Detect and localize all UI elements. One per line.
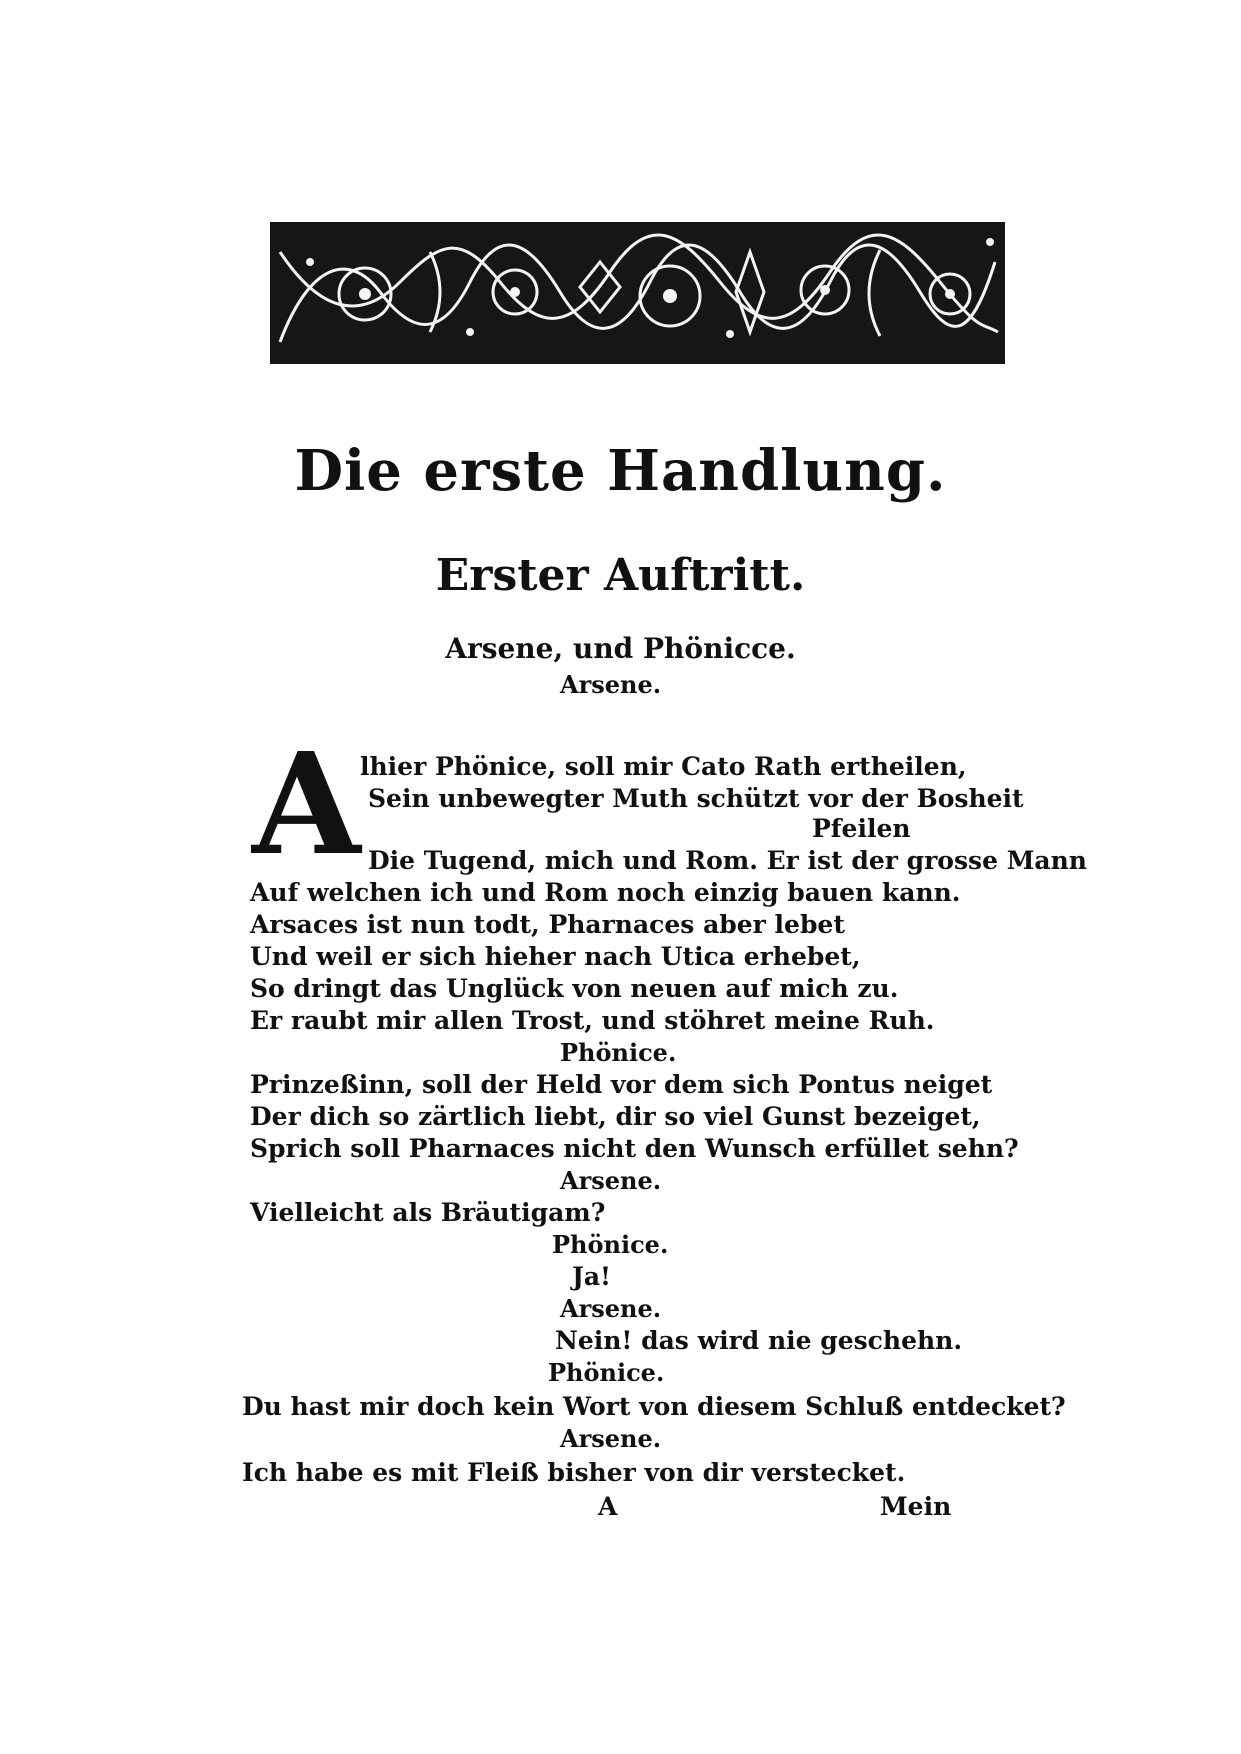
act-title: Die erste Handlung. (294, 438, 947, 504)
verse-line: Die Tugend, mich und Rom. Er ist der grosse Mann (368, 846, 1087, 875)
speaker-label: Arsene. (560, 1424, 662, 1453)
speaker-label: Arsene. (560, 1166, 662, 1195)
verse-line: Prinzeßinn, soll der Held vor dem sich Pontus neiget (250, 1070, 993, 1099)
verse-line: Du hast mir doch kein Wort von diesem Schluß entdecket? (242, 1392, 1066, 1421)
verse-line: Sein unbewegter Muth schützt vor der Bosheit (368, 784, 1024, 813)
verse-line: Er raubt mir allen Trost, und stöhret meine Ruh. (250, 1006, 935, 1035)
catchword: Mein (880, 1492, 952, 1521)
speaker-label: Phönice. (548, 1358, 665, 1387)
verse-line: Ich habe es mit Fleiß bisher von dir verstecket. (242, 1458, 906, 1487)
speaker-label: Phönice. (560, 1038, 677, 1067)
verse-line: Arsaces ist nun todt, Pharnaces aber lebet (250, 910, 845, 939)
verse-line: Auf welchen ich und Rom noch einzig bauen kann. (250, 878, 961, 907)
speaker-label: Arsene. (560, 1294, 662, 1323)
verse-line: lhier Phönice, soll mir Cato Rath ertheilen, (360, 752, 967, 781)
cast-list: Arsene, und Phönicce. (445, 632, 796, 665)
verse-line: So dringt das Unglück von neuen auf mich zu. (250, 974, 899, 1003)
scene-title: Erster Auftritt. (435, 550, 806, 601)
speaker-label: Arsene. (560, 670, 662, 699)
verse-line: Ja! (572, 1262, 612, 1291)
verse-line: Pfeilen (812, 814, 911, 843)
speaker-label: Phönice. (552, 1230, 669, 1259)
verse-line: Nein! das wird nie geschehn. (555, 1326, 963, 1355)
verse-line: Sprich soll Pharnaces nicht den Wunsch erfüllet sehn? (250, 1134, 1019, 1163)
drop-capital: A (252, 723, 361, 887)
verse-line: Und weil er sich hieher nach Utica erhebet, (250, 942, 861, 971)
decorative-ornament-band (270, 222, 1005, 364)
verse-line: Der dich so zärtlich liebt, dir so viel Gunst bezeiget, (250, 1102, 981, 1131)
verse-line: Vielleicht als Bräutigam? (250, 1198, 606, 1227)
signature-mark: A (598, 1492, 618, 1521)
